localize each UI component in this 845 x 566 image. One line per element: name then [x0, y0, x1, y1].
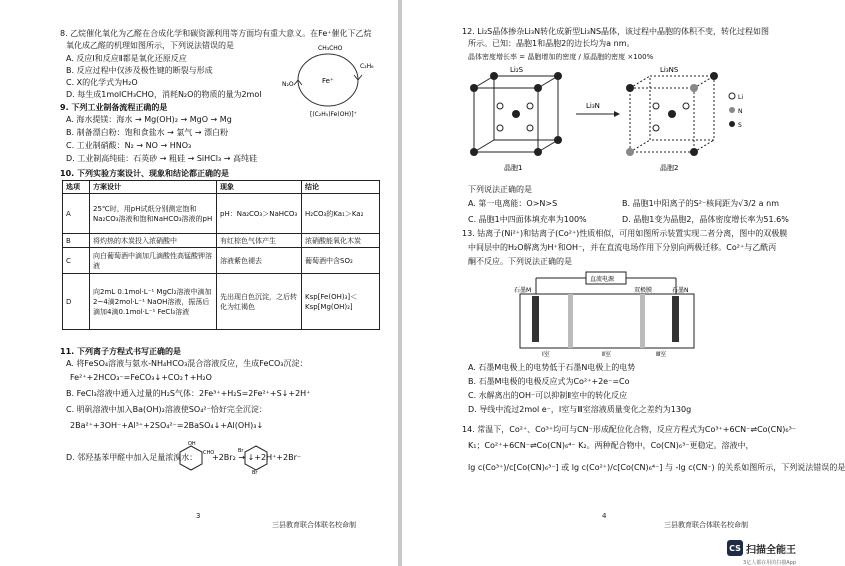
q13-option-a: A. 石墨M电极上的电势低于石墨N电极上的电势	[468, 363, 636, 372]
camscanner-badge	[727, 540, 796, 556]
svg-text:Fe⁺: Fe⁺	[322, 77, 334, 85]
q12-option-c: C. 晶胞1中四面体填充率为100%	[468, 215, 587, 224]
cell1-caption: 晶胞1	[504, 164, 523, 172]
svg-text:C₂H₆: C₂H₆	[360, 63, 374, 70]
crystal-legend	[729, 93, 743, 129]
table-cell: H₂CO₃的Ka₁＞Ka₂	[302, 194, 380, 234]
q8-mechanism-diagram	[280, 38, 380, 120]
svg-text:[(C₂H₅)Fe(OH)]⁺: [(C₂H₅)Fe(OH)]⁺	[310, 111, 357, 118]
q13-electrolysis-diagram	[512, 270, 702, 356]
arrow-label: Li₃N	[586, 102, 600, 110]
q11-option-a: A. 将FeSO₄溶液与氨水-NH₄HCO₃混合溶液反应，生成FeCO₃沉淀：	[66, 359, 308, 368]
q13-stem-line1: 13. 钴离子(Ni²⁺)和钴离子(Co²⁺)性质相似，可用如图所示装置实现二者分离，图中的双极膜	[462, 229, 788, 238]
room-2-label: Ⅱ室	[602, 351, 611, 358]
q9-option-d: D. 工业制高纯硅：石英砂 → 粗硅 → SiHCl₃ → 高纯硅	[66, 154, 257, 163]
cell2-label: Li₃NS	[660, 66, 679, 74]
q11-option-a-equation: Fe²⁺+2HCO₃⁻=FeCO₃↓+CO₂↑+H₂O	[70, 373, 212, 382]
camscanner-logo-icon: CS	[727, 540, 743, 556]
q8-stem-line1: 8. 乙烷催化氧化为乙醛在合成化学和碳资源利用等方面均有重大意义。在Fe⁺催化下乙烷	[60, 29, 372, 38]
q9-option-a: A. 海水提镁：海水 → Mg(OH)₂ → MgO → Mg	[66, 115, 232, 124]
legend-n: N	[738, 108, 743, 115]
q12-option-a: A. 第一电离能：O>N>S	[468, 199, 558, 208]
table-cell: pH：Na₂CO₃＞NaHCO₃	[217, 194, 302, 234]
graphite-n-label: 石墨N	[672, 287, 689, 294]
svg-text:Br: Br	[238, 448, 244, 454]
table-cell: D	[63, 274, 90, 330]
q9-option-b: B. 制备漂白粉：饱和食盐水 → 氯气 → 漂白粉	[66, 128, 229, 137]
q12-option-d: D. 晶胞1变为晶胞2，晶体密度增长率为51.6%	[622, 215, 789, 224]
svg-text:N₂O: N₂O	[282, 81, 294, 88]
table-header-option: 选项	[63, 181, 90, 194]
graphite-n-electrode	[672, 296, 679, 342]
table-row	[63, 274, 380, 330]
dibromo-product-structure	[238, 440, 274, 474]
table-row	[63, 248, 380, 274]
camscanner-subtitle: 3亿人都在用的扫描App	[743, 560, 796, 566]
q12-crystal-diagram	[464, 66, 764, 178]
table-header-phenomenon: 现象	[217, 181, 302, 194]
cell2-caption: 晶胞2	[660, 164, 679, 172]
table-cell: 将灼热的木炭投入浓硝酸中	[90, 234, 217, 248]
table-cell: 溶液紫色褪去	[217, 248, 302, 274]
svg-text:CHO: CHO	[203, 450, 215, 456]
table-cell: 向2mL 0.1mol·L⁻¹ MgCl₂溶液中滴加2~4滴2mol·L⁻¹ NaOH溶液，振荡后滴加4滴0.1mol·L⁻¹ FeCl₃溶液	[90, 274, 217, 330]
table-cell: 向白葡萄酒中滴加几滴酸性高锰酸钾溶液	[90, 248, 217, 274]
room-1-label: Ⅰ室	[542, 351, 550, 358]
q8-option-a: A. 反应Ⅰ和反应Ⅱ都是氧化还原反应	[66, 54, 187, 63]
q11-option-c-equation: 2Ba²⁺+3OH⁻+Al³⁺+2SO₄²⁻=2BaSO₄↓+Al(OH)₃↓	[70, 421, 264, 430]
q11-option-c: C. 明矾溶液中加入Ba(OH)₂溶液使SO₄²⁻恰好完全沉淀：	[66, 405, 267, 414]
power-source-label: 直流电源	[590, 276, 615, 283]
q9-stem: 9. 下列工业制备流程正确的是	[60, 103, 168, 112]
q11-option-d-equation: +2Br₂ → ↓+2H⁺+2Br⁻	[212, 453, 302, 462]
q14-stem-line1: 14. 常温下，Co²⁺、Co³⁺均可与CN⁻形成配位化合物，反应方程式为Co³⁺+6CN⁻⇌Co(CN)₆³⁻	[462, 425, 797, 434]
q10-stem: 10. 下列实验方案设计、现象和结论都正确的是	[60, 169, 229, 178]
table-row	[63, 234, 380, 248]
right-page-footer: 三县教育联合体联名校命制	[664, 521, 748, 529]
table-cell: 有红棕色气体产生	[217, 234, 302, 248]
q11-stem: 11. 下列离子方程式书写正确的是	[60, 347, 181, 356]
table-cell: 先出现白色沉淀，之后转化为红褐色	[217, 274, 302, 330]
q12-option-b: B. 晶胞1中阳离子的S²⁻核间距为√3/2 a nm	[622, 199, 779, 208]
left-page	[0, 0, 398, 566]
q13-option-b: B. 石墨M电极的电极反应式为Co²⁺+2e⁻=Co	[468, 377, 630, 386]
q8-option-c: C. X的化学式为H₂O	[66, 78, 138, 87]
legend-li: Li	[738, 94, 744, 101]
bipolar-membrane	[640, 294, 645, 348]
graphite-m-label: 石墨M	[514, 287, 532, 294]
camscanner-title: 扫描全能王	[746, 544, 796, 556]
q13-option-d: D. 导线中流过2mol e⁻，Ⅰ室与Ⅲ室溶液质量变化之差约为130g	[468, 405, 692, 414]
q9-option-c: C. 工业制硝酸：N₂ → NO → HNO₃	[66, 141, 192, 150]
table-cell: A	[63, 194, 90, 234]
q8-stem-line2: 氧化成乙醛的机理如图所示，下列说法错误的是	[66, 41, 234, 50]
q8-option-d: D. 每生成1molCH₃CHO，消耗N₂O的物质的量为2mol	[66, 90, 262, 99]
table-header-conclusion: 结论	[302, 181, 380, 194]
table-cell: 葡萄酒中含SO₂	[302, 248, 380, 274]
bipolar-membrane-label: 双极膜	[634, 287, 653, 294]
q11-option-b: B. FeCl₃溶液中通入过量的H₂S气体：2Fe³⁺+H₂S=2Fe²⁺+S↓+2H⁺	[66, 389, 311, 398]
svg-text:OH: OH	[188, 441, 196, 447]
svg-text:CH₃CHO: CH₃CHO	[318, 45, 343, 52]
right-page-number: 4	[602, 512, 607, 520]
q14-stem-line3: lg c(Co³⁺)/c[Co(CN)₆³⁻] 或 lg c(Co²⁺)/c[Co(CN)₆⁴⁻] 与 -lg c(CN⁻) 的关系如图所示，下列说法错误的是	[468, 463, 845, 472]
q13-stem-line3: 酮不反应。下列说法正确的是	[468, 257, 572, 266]
q12-stem-line2: 所示。已知：晶胞1和晶胞2的边长均为a nm。	[468, 39, 635, 48]
table-cell: C	[63, 248, 90, 274]
q10-table	[62, 180, 380, 330]
room-3-label: Ⅲ室	[656, 351, 667, 358]
left-page-footer: 三县教育联合体联名校命制	[272, 521, 356, 529]
q14-stem-line2: K₁；Co²⁺+6CN⁻⇌Co(CN)₆⁴⁻ K₂。两种配合物中，Co(CN)₆³⁻更稳定。溶液中，	[468, 441, 754, 450]
table-cell: 浓硝酸能氧化木炭	[302, 234, 380, 248]
q11-option-d: D. 邻羟基苯甲醛中加入足量浓溴水：	[66, 453, 198, 462]
q12-question: 下列说法正确的是	[468, 185, 532, 194]
membrane-1	[568, 294, 573, 348]
table-cell: B	[63, 234, 90, 248]
q8-option-b: B. 反应过程中仅涉及极性键的断裂与形成	[66, 66, 213, 75]
table-cell: 25℃时，用pH试纸分别测定饱和Na₂CO₃溶液和饱和NaHCO₃溶液的pH	[90, 194, 217, 234]
svg-text:Br: Br	[252, 470, 258, 476]
cell1-label: Li₂S	[510, 66, 524, 74]
right-page	[402, 0, 845, 566]
graphite-m-electrode	[532, 296, 539, 342]
q12-stem-line1: 12. Li₂S晶体掺杂Li₃N转化成新型Li₃NS晶体，该过程中晶胞的体积不变，转化过程如图	[462, 27, 770, 36]
table-header-row	[63, 181, 380, 194]
legend-s: S	[738, 122, 742, 129]
q13-stem-line2: 中间层中的H₂O解离为H⁺和OH⁻，并在直流电场作用下分别向两极迁移。Co²⁺与乙酰丙	[468, 243, 777, 252]
q13-option-c: C. 水解离出的OH⁻可以抑制Ⅱ室中的转化反应	[468, 391, 628, 400]
q12-density-formula: 晶体密度增长率 = 晶胞增加的密度 / 原晶胞的密度 ×100%	[468, 53, 654, 61]
salicylaldehyde-structure	[174, 440, 215, 472]
table-row	[63, 194, 380, 234]
left-page-number: 3	[196, 512, 201, 520]
table-header-design: 方案设计	[90, 181, 217, 194]
table-cell: Ksp[Fe(OH)₃]＜Ksp[Mg(OH)₂]	[302, 274, 380, 330]
